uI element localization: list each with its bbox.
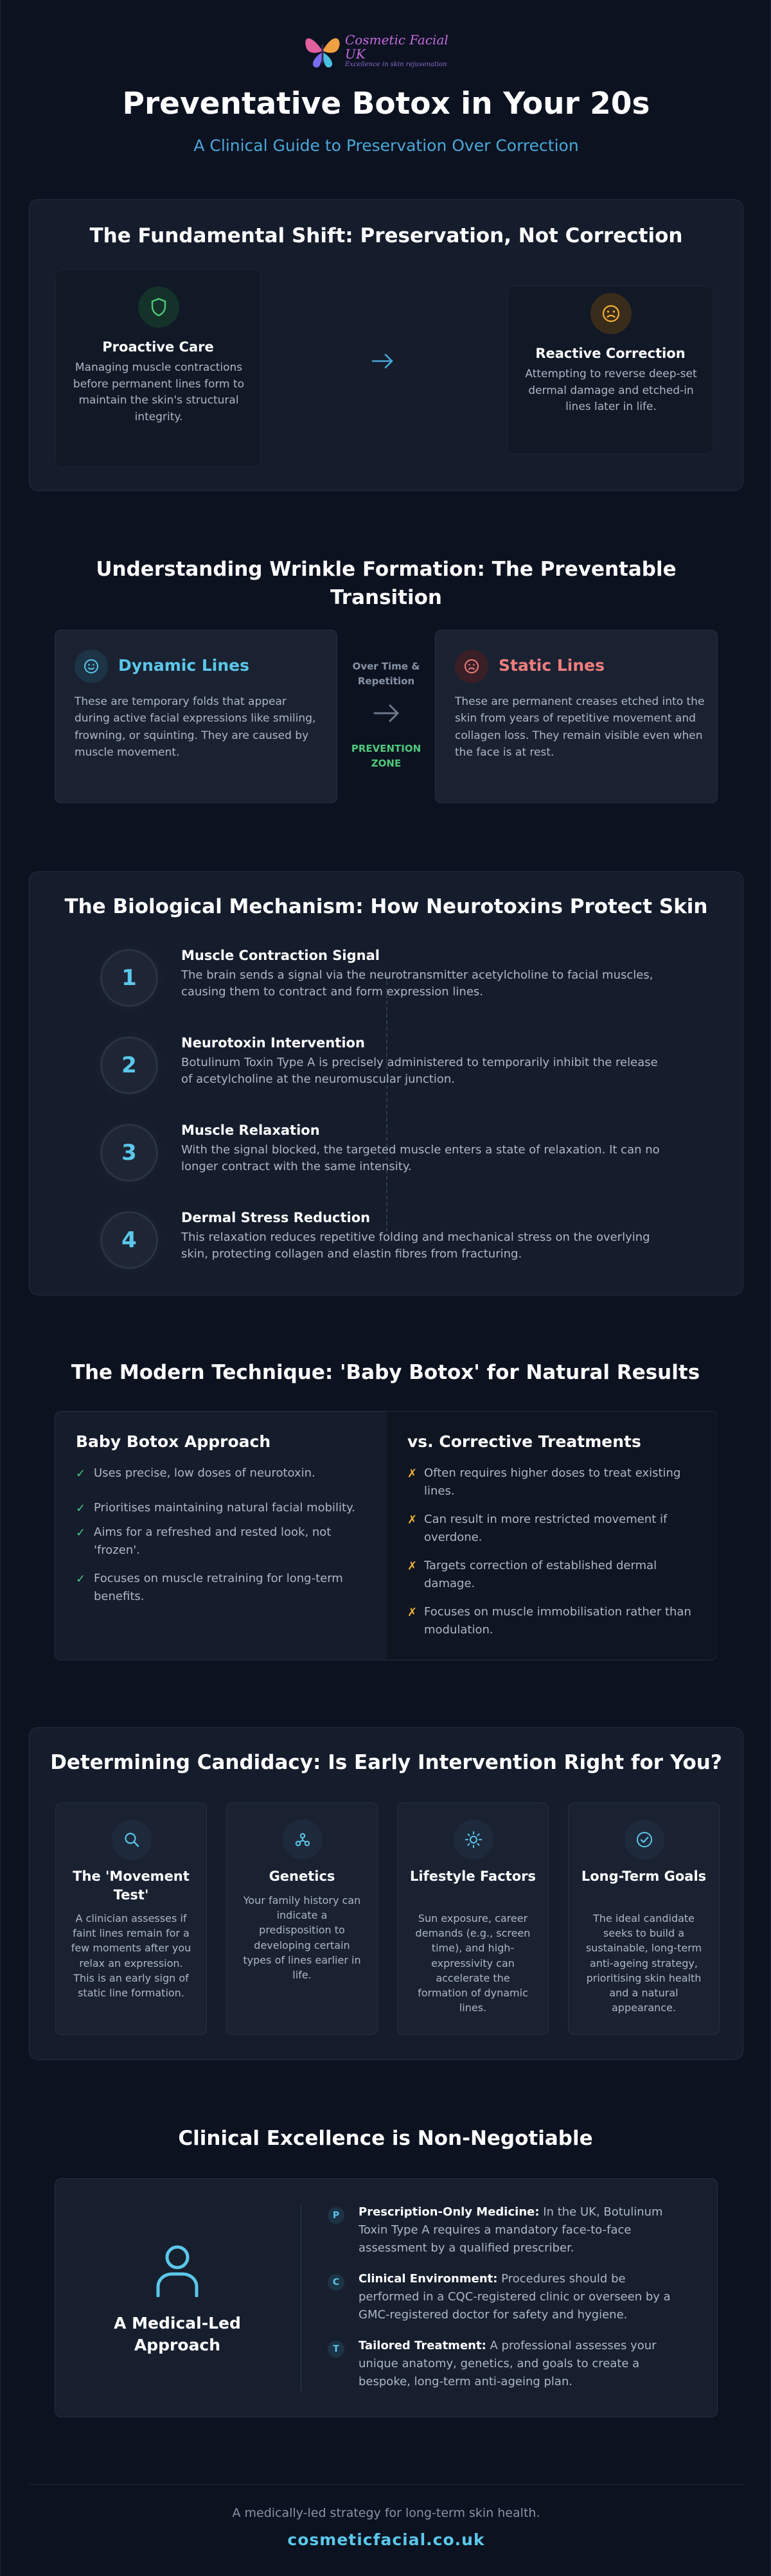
excellence-point bbox=[359, 2337, 680, 2391]
reactive-text: Attempting to reverse deep-set dermal damage and etched-in lines later in life. bbox=[525, 368, 697, 413]
over-time-label: Over Time & Repetition bbox=[352, 661, 420, 687]
excellence-point bbox=[359, 2270, 680, 2324]
candidacy-section bbox=[29, 1727, 743, 2060]
point-heading: Clinical Environment: bbox=[359, 2272, 498, 2286]
page-subtitle: A Clinical Guide to Preservation Over Correction bbox=[193, 136, 579, 155]
step-number: 3 bbox=[100, 1124, 158, 1182]
timeline-line bbox=[386, 975, 387, 1232]
brand-logo[interactable] bbox=[303, 24, 470, 76]
list-item: Prioritises maintaining natural facial mobility. bbox=[94, 1501, 355, 1515]
list-item: Focuses on muscle immobilisation rather than modulation. bbox=[424, 1605, 691, 1637]
cross-icon: ✗ bbox=[407, 1559, 418, 1573]
candidacy-card bbox=[397, 1802, 549, 2035]
candidacy-card-text: A clinician assesses if faint lines remain for a few moments after you relax an expression. This is an early sign of static line formation. bbox=[71, 1912, 191, 1999]
step-title: Muscle Relaxation bbox=[181, 1123, 320, 1138]
dynamic-lines-text: These are temporary folds that appear during active facial expressions like smiling, frowning, or squinting. They are caused by muscle movement. bbox=[75, 695, 316, 759]
check-icon: ✓ bbox=[76, 1526, 86, 1540]
excellence-panel bbox=[55, 2178, 718, 2417]
frown-face-icon bbox=[455, 650, 488, 683]
step-text: Botulinum Toxin Type A is precisely administered to temporarily inhibit the release of acetylcholine at the neuromuscular junction. bbox=[181, 1056, 658, 1087]
sun-icon bbox=[454, 1820, 493, 1860]
static-lines-card bbox=[435, 630, 718, 803]
candidacy-card-title: Lifestyle Factors bbox=[410, 1869, 536, 1884]
technique-comparison bbox=[55, 1411, 718, 1660]
point-text: A professional assesses your unique anatomy, genetics, and goals to create a bespoke, long-term anti-ageing plan. bbox=[359, 2339, 657, 2388]
point-text: In the UK, Botulinum Toxin Type A requires a mandatory face-to-face assessment by a qualified prescriber. bbox=[359, 2205, 663, 2255]
mechanism-title: The Biological Mechanism: How Neurotoxins Protect Skin bbox=[64, 895, 708, 918]
search-icon bbox=[112, 1820, 152, 1860]
list-item: Can result in more restricted movement if overdone. bbox=[424, 1513, 668, 1544]
step-text: With the signal blocked, the targeted muscle enters a state of relaxation. It can no longer contract with the same intensity. bbox=[181, 1143, 660, 1174]
proactive-text: Managing muscle contractions before permanent lines form to maintain the skin's structural integrity. bbox=[73, 361, 245, 423]
transition-arrow-icon bbox=[372, 702, 402, 727]
butterfly-logo-icon bbox=[303, 25, 342, 75]
candidacy-card-title: Long-Term Goals bbox=[581, 1869, 707, 1884]
point-text: Procedures should be performed in a CQC-registered clinic or overseen by a GMC-registered doctor for safety and hygiene. bbox=[359, 2272, 671, 2322]
footer-url-link[interactable]: cosmeticfacial.co.uk bbox=[287, 2530, 485, 2549]
page-title: Preventative Botox in Your 20s bbox=[122, 86, 650, 121]
sad-face-icon bbox=[590, 293, 632, 334]
brand-tagline: Excellence in skin rejuvenation bbox=[345, 60, 447, 68]
prevention-zone-label: PREVENTION ZONE bbox=[351, 743, 421, 769]
shift-section bbox=[29, 199, 743, 491]
cross-icon: ✗ bbox=[407, 1606, 418, 1619]
point-letter: C bbox=[328, 2274, 344, 2291]
list-item: Focuses on muscle retraining for long-term benefits. bbox=[94, 1572, 343, 1603]
proactive-title: Proactive Care bbox=[102, 339, 214, 355]
step-title: Dermal Stress Reduction bbox=[181, 1210, 371, 1225]
list-item: Targets correction of established dermal damage. bbox=[424, 1559, 657, 1590]
step-text: This relaxation reduces repetitive folding and mechanical stress on the overlying skin, protecting collagen and elastin fibres from fracturing. bbox=[181, 1230, 650, 1261]
check-icon: ✓ bbox=[76, 1467, 86, 1480]
reactive-title: Reactive Correction bbox=[535, 346, 686, 361]
shield-icon bbox=[138, 287, 179, 328]
candidacy-card bbox=[568, 1802, 720, 2035]
candidacy-card-text: Sun exposure, career demands (e.g., screen time), and high-expressivity can accelerate the formation of dynamic lines. bbox=[415, 1912, 531, 2014]
footer-divider bbox=[29, 2484, 743, 2485]
corrective-title: vs. Corrective Treatments bbox=[407, 1432, 641, 1451]
dynamic-lines-card bbox=[55, 630, 337, 803]
point-letter: P bbox=[328, 2207, 344, 2224]
candidacy-title: Determining Candidacy: Is Early Intervention Right for You? bbox=[50, 1751, 722, 1774]
person-icon bbox=[152, 2243, 203, 2300]
dna-network-icon bbox=[283, 1820, 323, 1860]
arrow-right-icon bbox=[370, 351, 396, 373]
proactive-card bbox=[55, 269, 261, 467]
step-text: The brain sends a signal via the neurotransmitter acetylcholine to facial muscles, causing them to contract and form expression lines. bbox=[181, 968, 653, 999]
dynamic-lines-title: Dynamic Lines bbox=[118, 656, 249, 675]
brand-name: Cosmetic Facial UK bbox=[345, 31, 448, 62]
list-item: Aims for a refreshed and rested look, not 'frozen'. bbox=[94, 1525, 332, 1557]
check-circle-icon bbox=[625, 1820, 664, 1860]
step-title: Muscle Contraction Signal bbox=[181, 948, 380, 963]
check-icon: ✓ bbox=[76, 1502, 86, 1515]
footer-tagline: A medically-led strategy for long-term skin health. bbox=[232, 2506, 540, 2520]
candidacy-card-title: Genetics bbox=[269, 1869, 335, 1884]
step-number: 2 bbox=[100, 1036, 158, 1094]
point-heading: Tailored Treatment: bbox=[359, 2339, 486, 2352]
candidacy-card-title: The 'Movement Test' bbox=[73, 1869, 190, 1903]
list-item: Uses precise, low doses of neurotoxin. bbox=[94, 1466, 315, 1480]
point-letter: T bbox=[328, 2341, 344, 2358]
cross-icon: ✗ bbox=[407, 1467, 418, 1480]
step-title: Neurotoxin Intervention bbox=[181, 1035, 365, 1051]
baby-botox-title: Baby Botox Approach bbox=[76, 1432, 271, 1451]
static-lines-text: These are permanent creases etched into the skin from years of repetitive movement and collagen loss. They remain visible even when the face is at rest. bbox=[455, 695, 705, 759]
wrinkle-title: Understanding Wrinkle Formation: The Preventable Transition bbox=[96, 558, 677, 610]
candidacy-card bbox=[226, 1802, 378, 2035]
candidacy-card bbox=[55, 1802, 207, 2035]
excellence-point bbox=[359, 2203, 680, 2257]
point-heading: Prescription-Only Medicine: bbox=[359, 2205, 540, 2219]
step-number: 1 bbox=[100, 949, 158, 1007]
check-icon: ✓ bbox=[76, 1572, 86, 1586]
smile-face-icon bbox=[75, 650, 108, 683]
list-item: Often requires higher doses to treat existing lines. bbox=[424, 1466, 681, 1498]
step-number: 4 bbox=[100, 1211, 158, 1269]
medical-led-label: A Medical-Led Approach bbox=[114, 2314, 241, 2354]
cross-icon: ✗ bbox=[407, 1513, 418, 1527]
shift-title: The Fundamental Shift: Preservation, Not Correction bbox=[89, 224, 683, 247]
mechanism-section bbox=[29, 871, 743, 1295]
technique-title: The Modern Technique: 'Baby Botox' for Natural Results bbox=[71, 1361, 700, 1384]
candidacy-card-text: The ideal candidate seeks to build a sustainable, long-term anti-ageing strategy, prioritising skin health and a natural appearance. bbox=[585, 1912, 702, 2014]
reactive-card bbox=[508, 286, 713, 454]
excellence-title: Clinical Excellence is Non-Negotiable bbox=[178, 2127, 593, 2150]
static-lines-title: Static Lines bbox=[499, 656, 605, 675]
candidacy-card-text: Your family history can indicate a predisposition to developing certain types of lines earlier in life. bbox=[243, 1894, 361, 1981]
